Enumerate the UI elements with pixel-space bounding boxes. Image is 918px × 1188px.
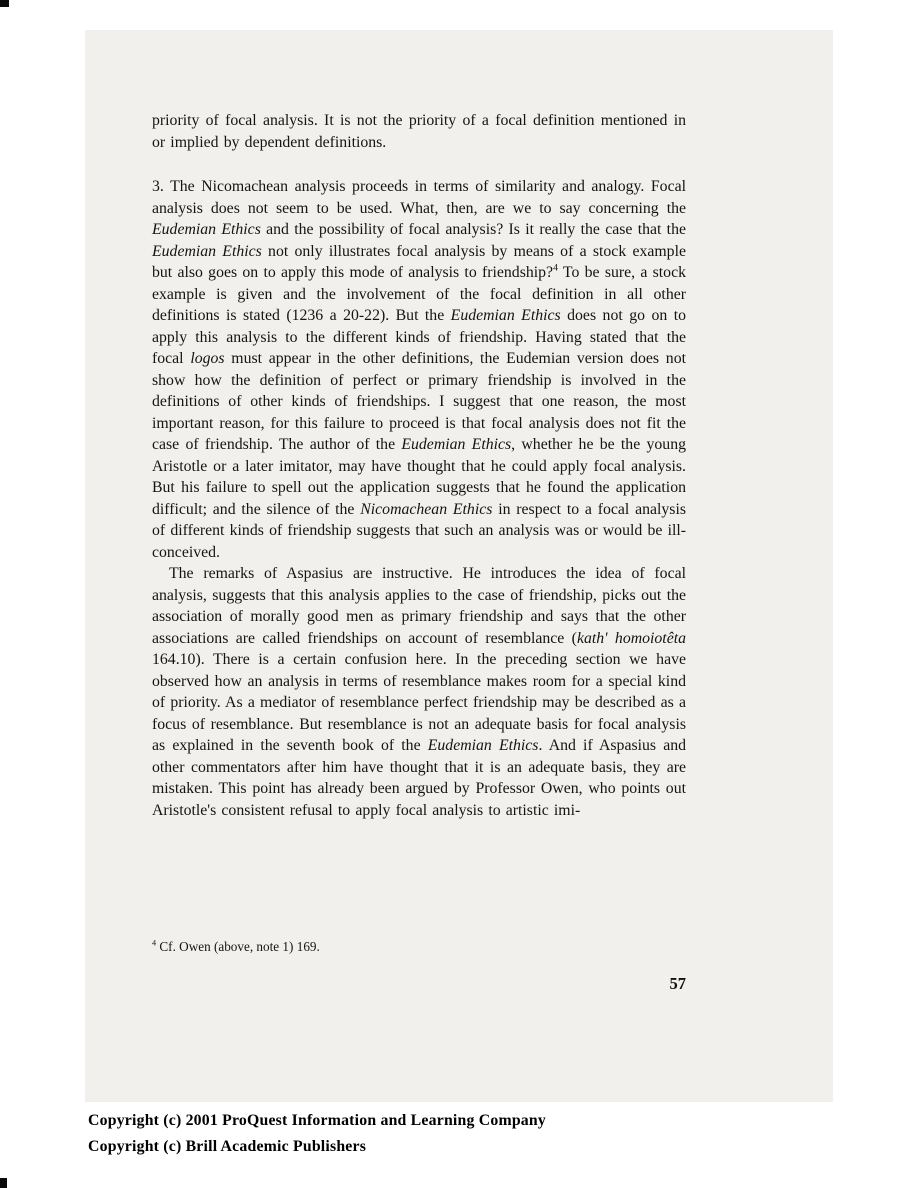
text-run: 164.10). There is a certain confusion here. In the preceding section we have observed how an analysis in terms of resemblance makes room for a special kind of priority. As a mediator of resemblance perfect friendship may be described as a focus of resemblance. But resemblance is not an adequate basis for focal analysis as explained in the seventh book of the xyxy=(152,651,686,754)
text-run: . And if Aspasius and other commentators after him have thought that it is an adequate basis, they are mistaken. This point has already been argued by Professor Owen, who points out Aristotle's consistent refusal to apply focal analysis to artistic imi- xyxy=(152,737,687,819)
footnote-marker: 4 xyxy=(152,938,157,948)
scan-artifact-bottom-left xyxy=(0,1178,7,1188)
text-block xyxy=(152,110,686,821)
italic-run: Eudemian Ethics xyxy=(152,242,262,260)
copyright-line-proquest: Copyright (c) 2001 ProQuest Information and Learning Company xyxy=(88,1112,546,1129)
copyright-block xyxy=(88,1108,546,1159)
text-run: 3. The Nicomachean analysis proceeds in terms of similarity and analogy. Focal analysis does not seem to be used. What, then, are we to say concerning the xyxy=(152,178,686,217)
italic-run: Eudemian Ethics xyxy=(450,307,561,324)
italic-run: Eudemian Ethics xyxy=(152,221,261,238)
italic-run: Nicomachean Ethics xyxy=(360,500,493,518)
paragraph xyxy=(152,563,686,821)
text-run: The remarks of Aspasius are instructive. He introduces the idea of focal analysis, suggests that this analysis applies to the case of friendship, picks out the association of morally good men as primary friendship and says that the other associations are called friendships on account of resemblance ( xyxy=(152,565,686,647)
italic-run: kath' homoiotêta xyxy=(576,629,686,647)
scanned-page xyxy=(85,30,833,1102)
text-run: not only illustrates focal analysis by means of a stock example but also goes on to apply this mode of analysis to friendship? xyxy=(152,242,686,281)
scan-artifact-top-left xyxy=(0,0,9,7)
paragraph xyxy=(152,110,686,153)
text-run: and the possibility of focal analysis? Is it really the case that the xyxy=(260,221,686,238)
text-run: in respect to a focal analysis of different kinds of friendship suggests that such an analysis was or would be ill-conceived. xyxy=(152,500,686,561)
text-run: To be sure, a stock example is given and the involvement of the focal definition in all other definitions is stated (1236 a 20-22). But the xyxy=(152,264,686,324)
footnote xyxy=(152,938,686,955)
page-number: 57 xyxy=(669,974,686,993)
text-run: , whether he be the young Aristotle or a later imitator, may have thought that he could apply focal analysis. But his failure to spell out the application suggests that he found the application difficult; and the silence of the xyxy=(152,436,686,518)
italic-run: logos xyxy=(190,350,225,367)
text-run: Cf. Owen (above, note 1) 169. xyxy=(156,939,320,954)
italic-run: Eudemian Ethics xyxy=(401,436,512,453)
text-run: does not go on to apply this analysis to the different kinds of friendship. Having stated that the focal xyxy=(152,307,686,367)
copyright-line-brill: Copyright (c) Brill Academic Publishers xyxy=(88,1137,367,1155)
text-run: priority of focal analysis. It is not the priority of a focal definition mentioned in or implied by dependent definitions. xyxy=(152,112,686,151)
paragraph xyxy=(152,176,686,563)
text-run: must appear in the other definitions, the Eudemian version does not show how the definition of perfect or primary friendship is involved in the definitions of other kinds of friendships. I suggest that one reason, the most important reason, for this failure to proceed is that focal analysis does not fit the case of friendship. The author of the xyxy=(152,350,686,453)
footnote-marker: 4 xyxy=(553,262,558,274)
italic-run: Eudemian Ethics xyxy=(427,737,539,754)
